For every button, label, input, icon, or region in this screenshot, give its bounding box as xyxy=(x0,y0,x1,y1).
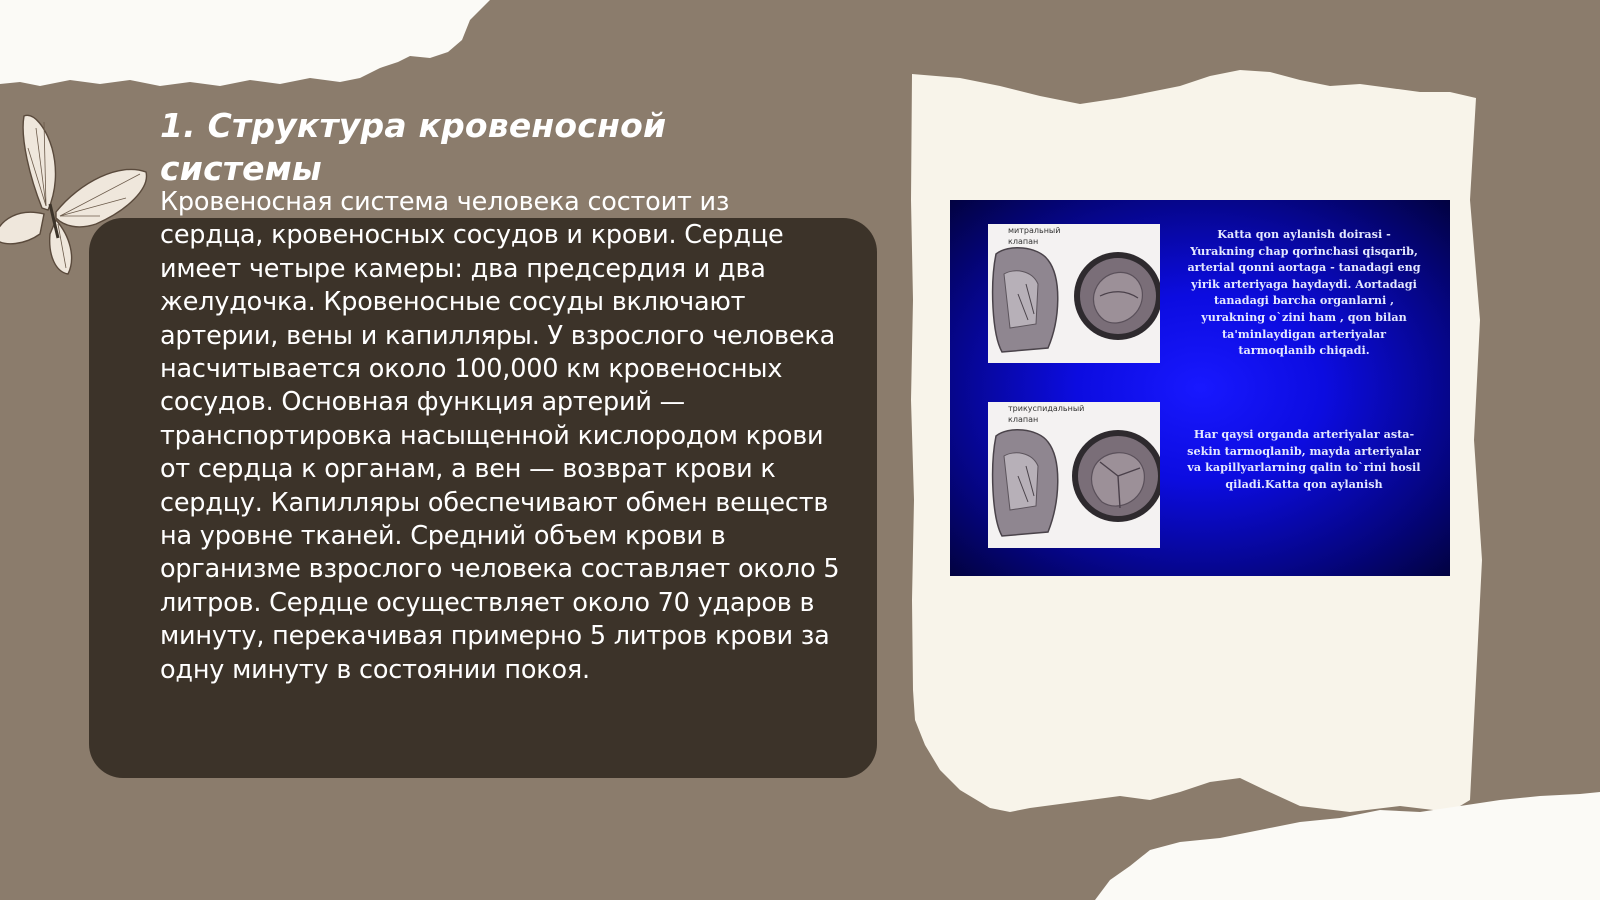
torn-paper-top-left xyxy=(0,0,490,86)
mitral-valve-image xyxy=(988,224,1160,363)
slide-title: 1. Структура кровеносной системы xyxy=(160,106,667,188)
mitral-valve-label: митральный клапан xyxy=(1008,226,1061,246)
tricuspid-valve-image xyxy=(988,402,1160,548)
figure-text-bottom: Har qaysi organda arteriyalar asta-sekin tarmoqlanib, mayda arteriyalar va kapillyarlarning qalin to`rini hosil qiladi.Katta qon aylanish xyxy=(1187,427,1421,491)
heart-valves-figure xyxy=(950,200,1450,576)
figure-text-top: Katta qon aylanish doirasi - Yurakning chap qorinchasi qisqarib, arterial qonni aortaga - tanadagi eng yirik arteriyaga haydaydi. Aortadagi tanadagi barcha organlarni , yurakning o`zini ham , qon bilan ta'minlaydigan arteriyalar tarmoqlanib chiqadi. xyxy=(1187,227,1421,358)
slide-body-text: Кровеносная система человека состоит из сердца, кровеносных сосудов и крови. Сердце имеет четыре камеры: два предсердия и два желудочка. Кровеносные сосуды включают артерии, вены и капилляры. У взрослого человека насчитывается около 100,000 км кровеносных сосудов. Основная функция артерий — транспортировка насыщенной кислородом крови от сердца к органам, а вен — возврат крови к сердцу. Капилляры обеспечивают обмен веществ на уровне тканей. Средний объем крови в организме взрослого человека составляет около 5 литров. Сердце осуществляет около 70 ударов в минуту, перекачивая примерно 5 литров крови за одну минуту в состоянии покоя. xyxy=(160,187,840,685)
tricuspid-valve-label: трикуспидальный клапан xyxy=(1008,404,1085,424)
